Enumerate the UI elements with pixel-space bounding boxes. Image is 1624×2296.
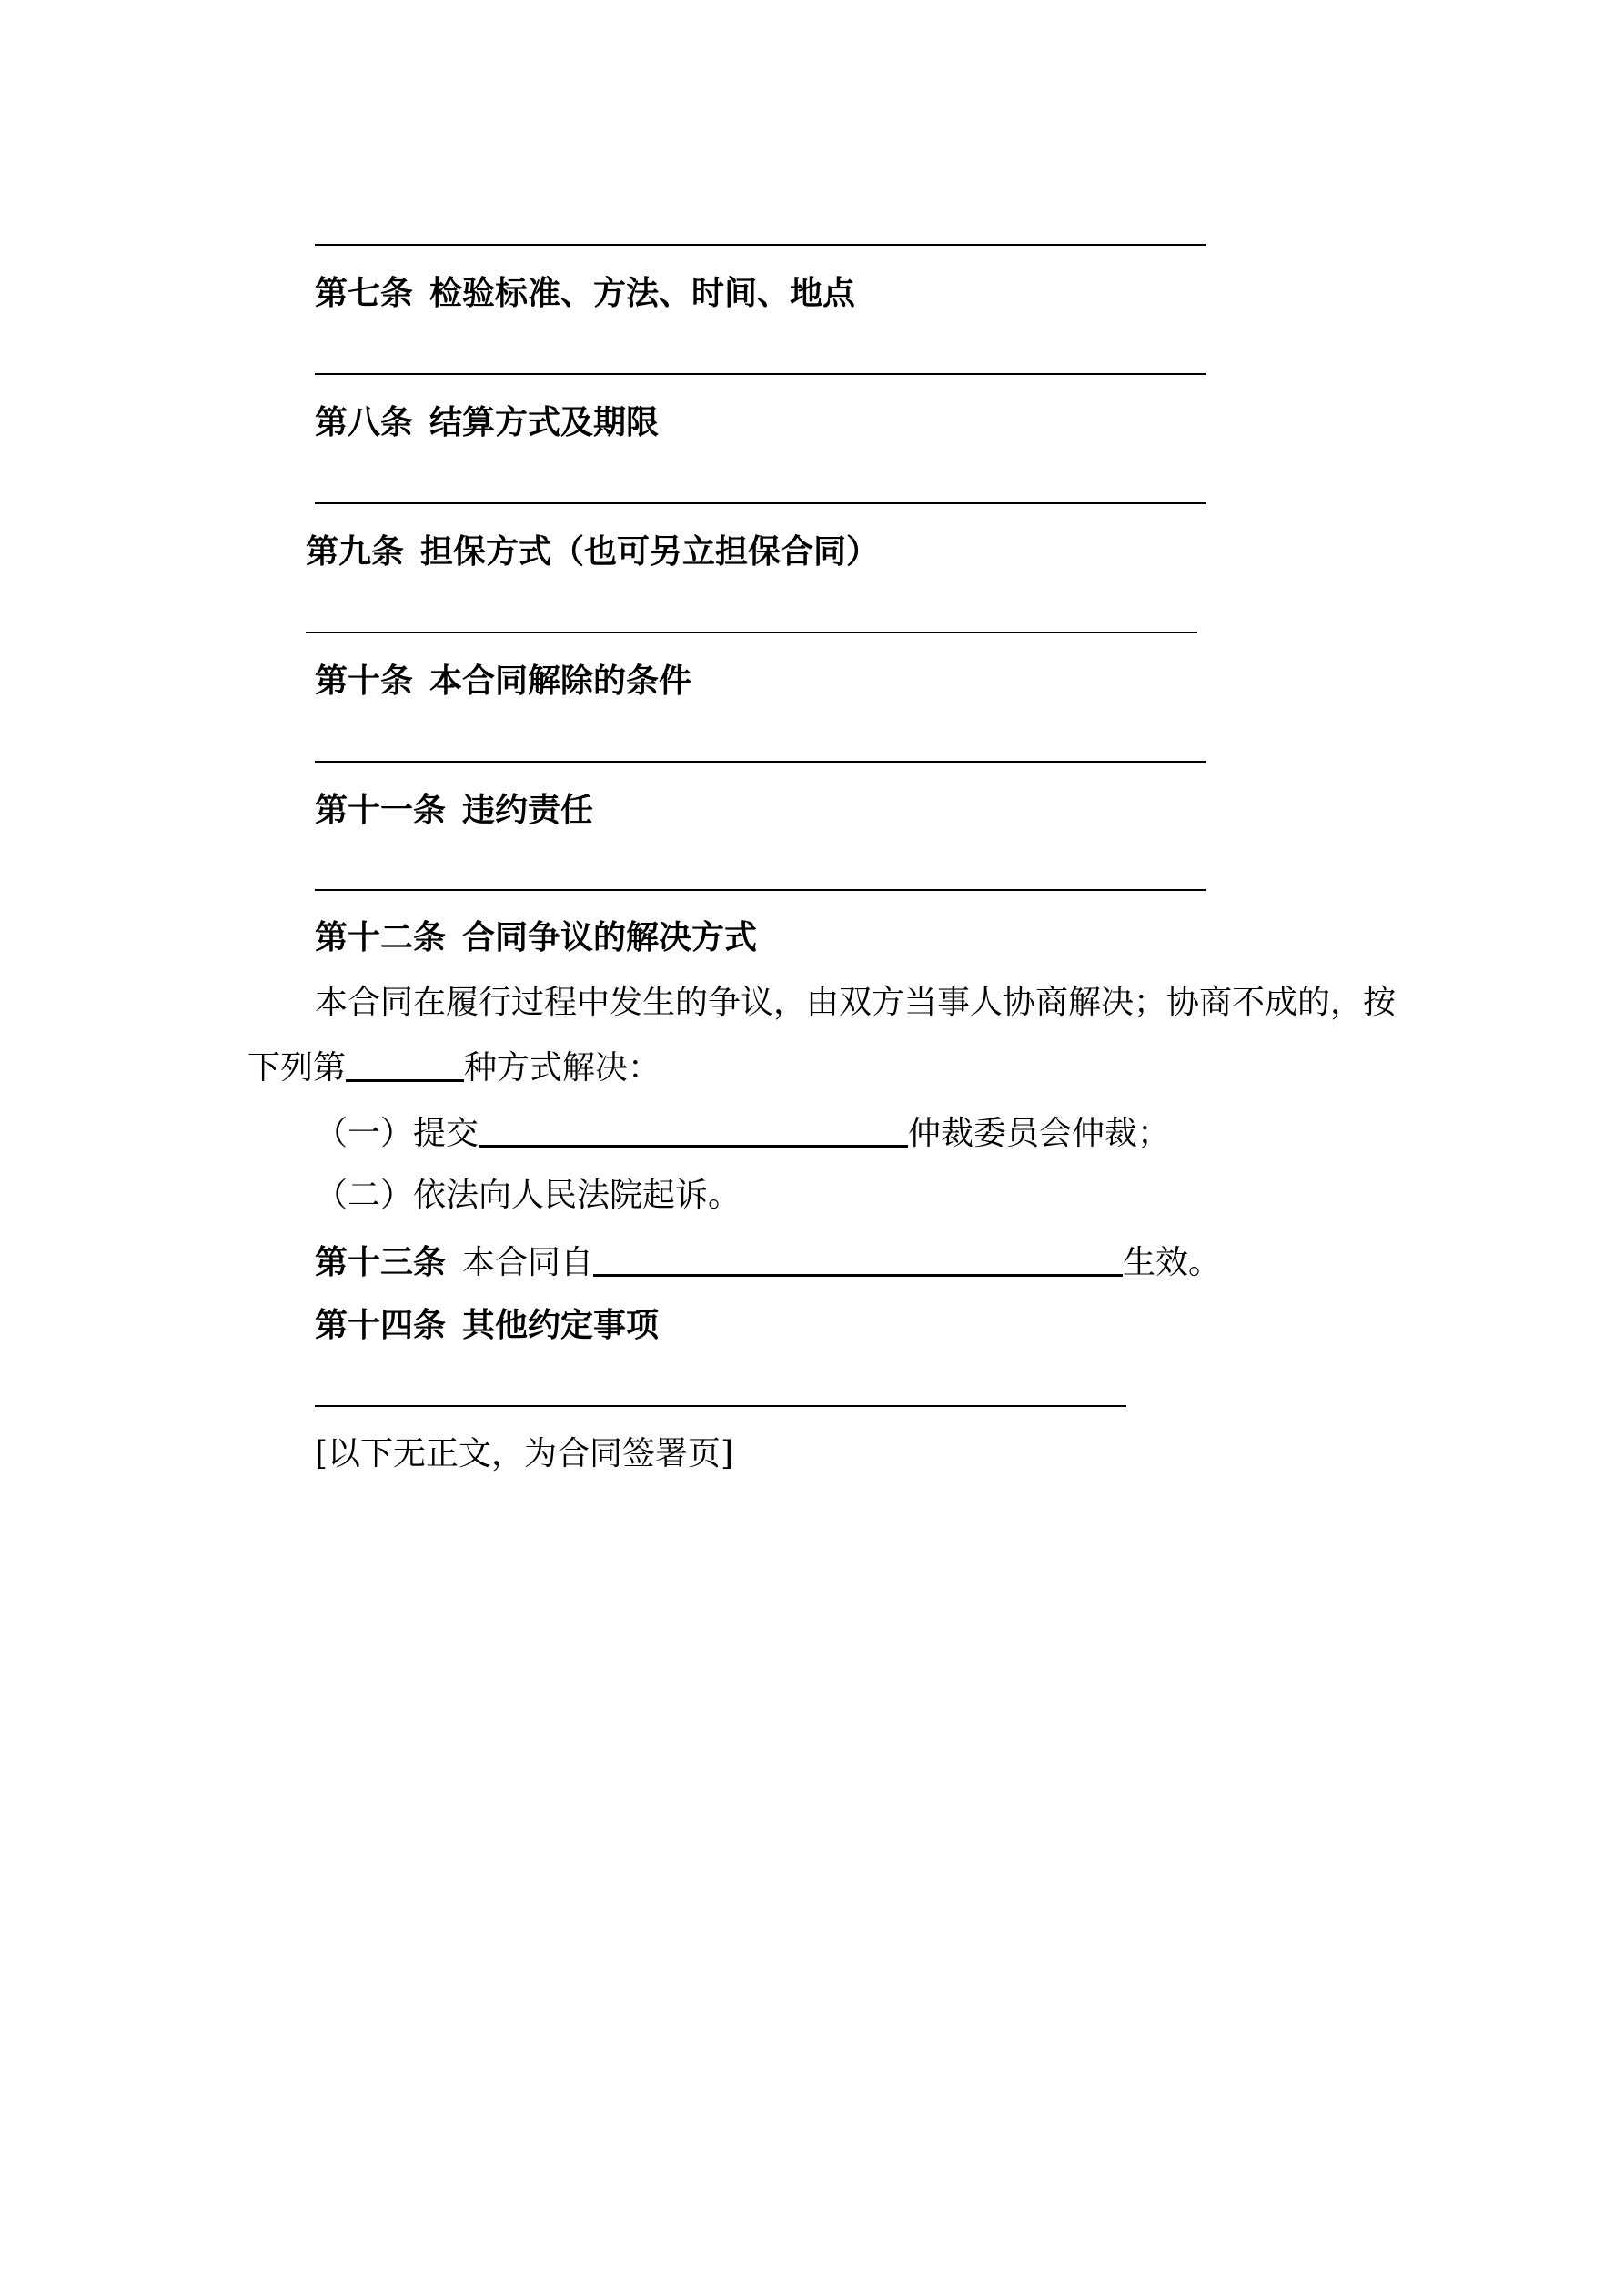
article-11-number: 第十一条 bbox=[315, 791, 447, 829]
article-8-heading bbox=[315, 402, 659, 442]
article-7-number: 第七条 bbox=[315, 274, 414, 312]
article-13-prefix: 本合同自 bbox=[462, 1244, 594, 1281]
article-12-number: 第十二条 bbox=[315, 918, 447, 956]
method-choice-suffix: 种方式解决： bbox=[464, 1049, 661, 1087]
article-12-paragraph-line1: 本合同在履行过程中发生的争议，由双方当事人协商解决；协商不成的，按 bbox=[315, 984, 1397, 1021]
article-11-heading bbox=[315, 790, 593, 830]
article-8-title: 结算方式及期限 bbox=[429, 403, 660, 441]
article-12-heading bbox=[315, 917, 757, 957]
blank-line-article-9 bbox=[306, 632, 1197, 633]
article-9-heading bbox=[306, 531, 879, 571]
blank-line-article-7 bbox=[315, 373, 1206, 375]
arbitration-option bbox=[315, 1112, 1170, 1154]
blank-line-article-11 bbox=[315, 889, 1206, 891]
litigation-option: （二）依法向人民法院起诉。 bbox=[315, 1177, 741, 1214]
closing-note: [以下无正文，为合同签署页] bbox=[315, 1435, 734, 1472]
article-7-title: 检验标准、方法、时间、地点 bbox=[429, 274, 856, 312]
arbitration-commission-blank[interactable] bbox=[479, 1112, 908, 1148]
article-9-title: 担保方式（也可另立担保合同） bbox=[420, 532, 880, 571]
article-12-paragraph-line2 bbox=[247, 1047, 661, 1088]
arbitration-option-suffix: 仲裁委员会仲裁； bbox=[908, 1115, 1171, 1152]
blank-line-article-8 bbox=[315, 502, 1206, 504]
article-10-heading bbox=[315, 661, 691, 701]
article-8-number: 第八条 bbox=[315, 403, 414, 441]
article-14-heading bbox=[315, 1305, 659, 1345]
article-10-number: 第十条 bbox=[315, 662, 414, 700]
article-11-title: 违约责任 bbox=[462, 791, 594, 829]
arbitration-option-prefix: （一）提交 bbox=[315, 1115, 479, 1152]
article-9-number: 第九条 bbox=[306, 532, 405, 571]
blank-line-article-10 bbox=[315, 761, 1206, 763]
article-13-number: 第十三条 bbox=[315, 1243, 447, 1281]
method-choice-prefix: 下列第 bbox=[247, 1049, 347, 1087]
effective-date-blank[interactable] bbox=[593, 1241, 1123, 1277]
blank-line-article-14 bbox=[315, 1405, 1126, 1407]
article-12-title: 合同争议的解决方式 bbox=[462, 918, 758, 956]
article-10-title: 本合同解除的条件 bbox=[429, 662, 692, 700]
article-14-title: 其他约定事项 bbox=[462, 1306, 660, 1344]
article-7-heading bbox=[315, 273, 855, 313]
article-13-suffix: 生效。 bbox=[1123, 1244, 1222, 1281]
article-14-number: 第十四条 bbox=[315, 1306, 447, 1344]
method-choice-blank[interactable] bbox=[346, 1047, 464, 1082]
article-13 bbox=[315, 1241, 1221, 1283]
blank-line-article-6 bbox=[315, 244, 1206, 246]
